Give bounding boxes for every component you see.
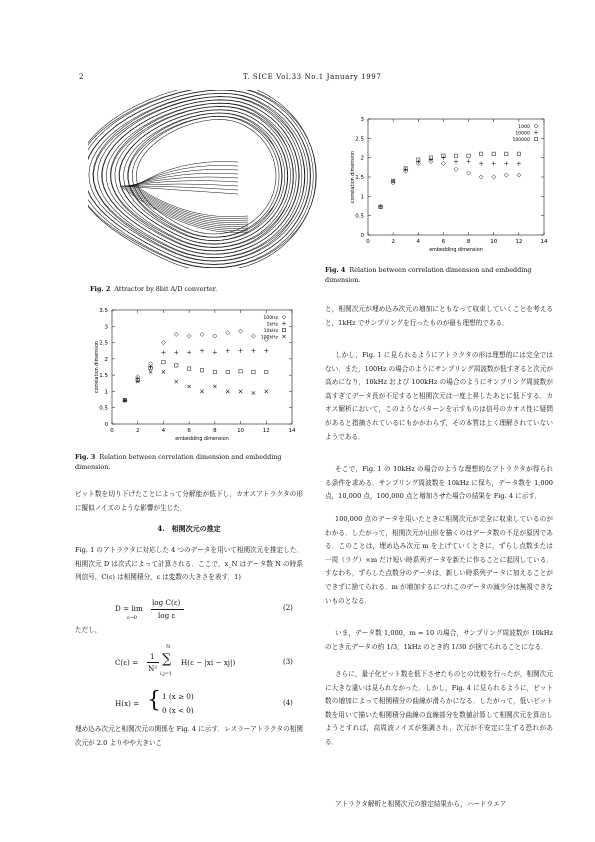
- eq2-lhs: D = lim: [115, 604, 143, 613]
- x-tick-label: 6: [187, 428, 191, 434]
- right-paragraph-7: アトラクタ解析と相関次元の推定結果から，ハードウエア: [335, 800, 507, 808]
- fig2-caption-label: Fig. 2: [90, 285, 111, 293]
- eq3-lhs: C(ε) =: [115, 658, 139, 667]
- legend-marker: [534, 137, 537, 140]
- y-tick-label: 0.5: [355, 213, 364, 220]
- x-tick-label: 2: [135, 428, 140, 434]
- right-paragraph-5: いま，データ数 1,000，m = 10 の場合，サンプリング周波数が 10kHz のとき元データの約 1/3，1kHz のとき約 1/30 が捨てられることになる．: [325, 629, 553, 651]
- x-tick-label: 14: [540, 239, 548, 245]
- data-point: [517, 161, 521, 165]
- y-axis-label: correlation dimension: [351, 150, 356, 204]
- x-tick-label: 8: [466, 239, 471, 245]
- data-point: [265, 370, 268, 373]
- x-tick-label: 8: [213, 428, 217, 434]
- y-tick-label: 2.5: [99, 340, 108, 347]
- data-point: [175, 380, 178, 383]
- legend-marker: [282, 335, 285, 338]
- left-paragraph-3: 埋め込み次元と相関次元の関係を Fig. 4 に示す．レスラーアトラクタの相関次元が 2.0 よりやや大きいこ: [75, 725, 303, 747]
- eq4-brace: {: [147, 688, 161, 713]
- legend-label: 1000: [518, 124, 530, 130]
- y-tick-label: 1: [104, 389, 108, 396]
- data-point: [251, 349, 255, 353]
- eq4-number: (4): [283, 699, 293, 707]
- y-tick-label: 0.5: [99, 405, 108, 412]
- equation-2: [115, 604, 143, 613]
- page-number: 2: [79, 73, 84, 81]
- fig4-caption-text: Relation between correlation dimension and embedding dimension.: [325, 266, 532, 284]
- section-heading: 4. 相関次元の推定: [157, 524, 221, 533]
- fig4-plot: [338, 95, 554, 253]
- data-point: [479, 152, 482, 155]
- eq4-lhs: H(x) =: [115, 699, 140, 708]
- right-paragraph-3: そこで，Fig. 1 の 10kHz の場合のような理想的なアトラクタが得られる条件を求める．サンプリング周波数を 10kHz に保ち，データ数を 1,000 点，10,000 点，100,000 点と増加させた場合の結果を Fig. 4 に示す．: [325, 465, 553, 501]
- fig2-caption-text: Attractor by 8bit A/D converter.: [114, 285, 218, 293]
- data-point: [265, 390, 268, 393]
- x-tick-label: 6: [441, 239, 446, 245]
- data-point: [213, 334, 217, 338]
- right-paragraph-6: さらに，量子化ビット数を低下させたものとの比較を行ったが，相関次元に大きな違いは見られなかった．しかし，Fig. 4 に見られるように，ビット数の増加によって相関積分の曲線が滑らかになる．したがって，低いビット数を用いて描いた相関積分曲線の直線部分を数値計算して相関次元を算出しようとすれば，高周波ノイズが強調され，次元が不安定に生ずる恐れがある．: [325, 670, 553, 746]
- y-axis-label: correlation dimension: [95, 340, 100, 394]
- data-point: [517, 152, 520, 155]
- data-point: [200, 390, 203, 393]
- legend-label: 100Hz: [263, 315, 278, 321]
- y-tick-label: 0: [360, 233, 364, 239]
- data-point: [479, 175, 483, 179]
- data-point: [466, 171, 470, 175]
- data-point: [505, 152, 508, 155]
- legend-label: 100000: [512, 137, 530, 143]
- eq3-number: (3): [283, 658, 293, 666]
- data-point: [200, 369, 203, 372]
- data-point: [492, 152, 495, 155]
- tadashi-text: ただし，: [75, 626, 102, 634]
- y-tick-label: 2: [360, 155, 364, 162]
- running-header: T. SICE Vol.33 No.1 January 1997: [243, 73, 382, 81]
- data-point: [239, 390, 242, 393]
- fig3-caption-text: Relation between correlation dimension and embedding dimension.: [75, 453, 282, 471]
- data-point: [149, 370, 152, 373]
- data-point: [162, 360, 165, 363]
- eq3-frac-bar: [147, 662, 159, 663]
- y-tick-label: 1: [360, 194, 364, 201]
- fig3-caption-label: Fig. 3: [75, 453, 96, 461]
- eq3-sum-top: N: [166, 644, 171, 650]
- eq2-denominator: log ε: [158, 611, 176, 620]
- data-point: [213, 385, 216, 388]
- data-point: [187, 367, 190, 370]
- eq3-body: H(ε − |xi − xj|): [181, 658, 236, 667]
- data-point: [200, 349, 204, 353]
- y-tick-label: 3: [104, 324, 108, 331]
- data-point: [517, 173, 521, 177]
- data-point: [187, 350, 191, 354]
- eq2-numerator: log C(ε): [152, 598, 181, 607]
- fig4-chart: [338, 95, 554, 253]
- data-point: [226, 390, 229, 393]
- data-point: [174, 332, 178, 336]
- legend-marker: [534, 124, 538, 128]
- data-point: [467, 154, 470, 157]
- x-tick-label: 10: [237, 428, 245, 434]
- fig2-caption: [90, 284, 320, 294]
- data-point: [174, 350, 178, 354]
- data-point: [226, 370, 229, 373]
- right-paragraph-4: 100,000 点のデータを用いたときに相関次元が完全に収束しているのがわかる．したがって，相関次元が山形を描くのはデータ数の不足が原因である．このことは，埋め込み次元 m を上げていくときに，ずらし点数または一周（ラグ）×m だけ短い時系列データを新たに作ることに起因している．すなわち，ずらした点数分のデータは，新しい時系列データに加えることができずに捨てられる．m が増加するにつれこのデータの減少分は無視できないものとなる．: [325, 515, 553, 605]
- y-tick-label: 2.5: [355, 136, 364, 143]
- eq3-frac-den: N²: [148, 664, 158, 673]
- right-paragraph-1: と，相関次元が埋め込み次元の増加にともなって収束していくことを考えると，1kHz でサンプリングを行ったものが最も理想的である．: [325, 305, 553, 327]
- eq2-number: (2): [283, 604, 293, 612]
- legend-marker: [282, 315, 286, 319]
- data-point: [161, 350, 165, 354]
- x-tick-label: 4: [416, 239, 421, 245]
- data-point: [504, 161, 508, 165]
- fig4-caption-label: Fig. 4: [325, 266, 346, 274]
- data-point: [213, 350, 217, 354]
- data-point: [252, 391, 255, 394]
- data-point: [226, 331, 230, 335]
- data-point: [454, 167, 458, 171]
- x-tick-label: 4: [161, 428, 166, 434]
- legend-label: 10000: [515, 131, 530, 137]
- data-point: [238, 329, 242, 333]
- data-point: [504, 173, 508, 177]
- left-paragraph-1: ビット数を切り下げたことによって分解能が低下し，カオスアトラクタの形に擬似ノイズのような影響が生じた．: [75, 490, 303, 512]
- data-point: [162, 370, 165, 373]
- right-paragraph-2: しかし，Fig. 1 に見られるようにアトラクタの形は理想的には完全ではない．また，100Hz の場合のようにサンプリング周波数が低すぎると次元が高めになり，10kHz および 100kHz の場合のようにサンプリング周波数が高すぎてデータ長が不足すると相関次元は一度上昇したあとに低下する．カオス解析において，このようなパターンを示すものは信号のカオス性に疑問があると指摘されているにもかかわらず，その本質は上く理解されていないようである．: [325, 351, 553, 441]
- attractor-plot: [88, 90, 320, 268]
- data-point: [161, 340, 165, 344]
- eq3-sum-bottom: i,j=1: [160, 671, 173, 677]
- x-tick-label: 2: [391, 239, 395, 245]
- eq2-limit-sub: ε→0: [127, 615, 137, 621]
- x-axis-label: embedding dimension: [429, 248, 483, 253]
- legend-marker: [534, 130, 538, 134]
- x-tick-label: 12: [515, 239, 523, 245]
- x-tick-label: 0: [110, 428, 114, 434]
- plot-frame: [368, 119, 544, 235]
- x-tick-label: 0: [366, 239, 370, 245]
- fig4-caption: [325, 265, 553, 285]
- y-tick-label: 2: [104, 356, 108, 363]
- data-point: [252, 370, 255, 373]
- legend-marker: [282, 328, 285, 331]
- data-point: [238, 349, 242, 353]
- left-paragraph-2: Fig. 1 のアトラクタに対応した 4 つのデータを用いて相関次元を推定した．相関次元 D は次式によって計算される．ここで，x_N はデータ数 N の時系列信号，C(ε) は相関積分，ε は変数の大きさを表す．1): [75, 546, 303, 582]
- data-point: [251, 334, 255, 338]
- attractor-figure: [88, 90, 320, 268]
- data-point: [492, 161, 496, 165]
- data-point: [492, 175, 496, 179]
- y-tick-label: 3.5: [99, 308, 108, 314]
- fig3-plot: [72, 302, 302, 448]
- x-axis-label: embedding dimension: [175, 437, 229, 442]
- y-tick-label: 3: [360, 117, 364, 123]
- data-point: [441, 161, 445, 165]
- data-point: [454, 154, 457, 157]
- y-tick-label: 0: [104, 422, 108, 428]
- data-point: [466, 159, 470, 163]
- data-point: [226, 349, 230, 353]
- legend-marker: [282, 321, 286, 325]
- data-point: [187, 385, 190, 388]
- data-point: [264, 349, 268, 353]
- eq2-fraction-bar: [151, 609, 184, 610]
- fig3-caption: [75, 452, 305, 472]
- x-tick-label: 12: [262, 428, 270, 434]
- data-point: [175, 364, 178, 367]
- data-point: [479, 161, 483, 165]
- legend-label: 1kHz: [266, 322, 278, 328]
- y-tick-label: 1.5: [99, 373, 108, 380]
- eq4-case-2: 0 (x < 0): [162, 706, 194, 715]
- legend-label: 10kHz: [263, 328, 278, 334]
- data-point: [187, 334, 191, 338]
- x-tick-label: 10: [490, 239, 498, 245]
- data-point: [454, 159, 458, 163]
- y-tick-label: 1.5: [355, 175, 364, 181]
- eq3-sum-symbol: ∑: [162, 652, 172, 667]
- plot-frame: [112, 310, 292, 424]
- data-point: [213, 370, 216, 373]
- eq4-case-1: 1 (x ≥ 0): [162, 692, 194, 701]
- x-tick-label: 14: [288, 428, 296, 434]
- data-point: [200, 332, 204, 336]
- data-point: [239, 370, 242, 373]
- eq3-frac-num: 1: [150, 652, 155, 661]
- fig3-chart: [72, 302, 302, 448]
- legend-label: 100kHz: [260, 335, 278, 341]
